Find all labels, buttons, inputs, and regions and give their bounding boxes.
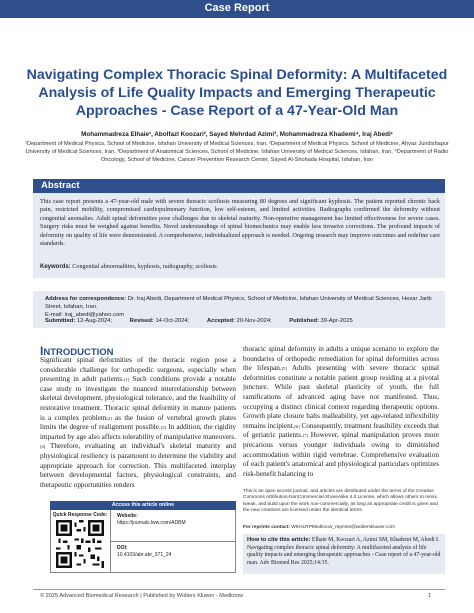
citation-ref[interactable]: [1] — [123, 377, 130, 383]
intro-text: Significant spinal deformities of the thoracic region pose a considerable challenge for orthopedic surgeons, especially when presenting in adult patients. — [40, 356, 236, 384]
article-dates — [45, 318, 353, 324]
access-separator — [110, 541, 236, 542]
introduction-heading-rest: NTRODUCTION — [43, 347, 114, 358]
author-list: Mohammadreza Elhaie¹, Abolfazl Koozari², Sayed Mehrdad Azimi³, Mohammadreza Khademi⁴, Iraj Abedi¹ — [81, 131, 393, 138]
qr-code-icon[interactable] — [56, 520, 104, 568]
published-label: Published: — [289, 318, 319, 324]
intro-text: thoracic spinal deformity in adults a unique scenario to explore the boundaries of orthopedic remediation for spinal deformities across the lifespan. — [243, 345, 439, 373]
keywords-list: Congenital abnormalities, kyphosis, radiography, scoliosis — [70, 263, 217, 270]
article-type-label: Case Report — [204, 2, 270, 14]
correspondence-email[interactable]: E-mail: iraj_abedi@yahoo.com — [45, 311, 125, 318]
reprints-contact — [243, 525, 445, 530]
article-title: Navigating Complex Thoracic Spinal Deformity: A Multifaceted Analysis of Life Quality Impacts and Emerging Therapeutic Approaches - Case Report of a 47-Year-Old Man — [26, 67, 448, 119]
intro-text: as the fusion of vertebral growth plates limits the degree of realignment possible. — [40, 413, 237, 432]
access-online-title: Access this article online — [50, 501, 236, 510]
abstract-text: This case report presents a 47-year-old male with severe thoracic scoliosis measuring 80 degrees and significant kyphosis. The patient reported chronic back pain, restricted mobility, compromised cardiopulmonary function, low self-esteem, and limited activities. Radiographs confirmed the deformity without congenital anomalies. Adult spinal deformities pose challenges due to skeletal maturity. Non-operative management has limited effectiveness for severe cases. Surgery risks must be weighed against benefits. Novel understandings of spinal biomechanics may enable less invasive corrections. The profound impacts of deformity on quality of life were demonstrated. A comprehensive, individualized approach is needed. Ongoing research may improve outcomes and redefine care standards. — [40, 198, 440, 248]
revised-date: 14-Oct-2024; — [153, 318, 190, 324]
reprints-email[interactable]: WKHLRPMedknow_reprints@wolterskluwer.com — [289, 525, 396, 530]
revised-label: Revised: — [129, 318, 154, 324]
abstract-header — [33, 179, 445, 193]
website-link[interactable]: https://journals.lww.com/ADBM — [117, 520, 186, 526]
submitted-date: 12-Aug-2024; — [75, 318, 113, 324]
citation-ref[interactable]: [7] — [302, 433, 308, 439]
keywords — [40, 263, 440, 270]
intro-text: Adults presenting with severe thoracic spinal deformities constitute a notable patient group residing at a pivotal juncture. While past skeletal plasticity of youth, the full ramifications of advanced aging have not manifested. Thus, occupying a distinct clinical context regarding therapeutic options. Growth plate closure halts malleability, yet age-related inflexibility remains incipient. — [243, 364, 439, 430]
doi-label: DOI: — [117, 545, 128, 551]
intro-text: Therefore, evaluating an individual's skeletal maturity and physiological resiliency is paramount to determine the viability and appropriate approach for correction. This multifaceted interplay between developmental factors, physiological constraints, and therapeutic opportunities renders — [40, 442, 236, 489]
citation-ref[interactable]: [2] — [106, 415, 112, 421]
article-type-banner — [0, 0, 474, 18]
correspondence-block — [45, 296, 441, 319]
accepted-label: Accepted: — [206, 318, 235, 324]
citation-block — [247, 537, 443, 567]
published-date: 30-Apr-2025 — [318, 318, 353, 324]
footer-text: © 2025 Advanced Biomedical Research | Published by Wolters Kluwer - Medknow — [40, 593, 244, 599]
citation-ref[interactable]: [4] — [40, 444, 46, 450]
footer-divider — [33, 589, 445, 590]
intro-text: However, spinal manipulation proves more precarious versus younger individuals owing to diminished accommodation within rigid vertebrae. Comprehensive evaluation of each patient's anatomical and physiological particulars optimizes risk-benefit balancing to — [243, 431, 439, 478]
citation-ref[interactable]: [3] — [160, 425, 167, 431]
license-notice: This is an open access journal, and articles are distributed under the terms of the Creative Commons Attribution-NonCommercial-ShareAlike 4.0 License, which allows others to remix, tweak, and build upon the work non-commercially, as long as appropriate credit is given and the new creations are licensed under the identical terms. — [243, 489, 439, 514]
intro-text: Such conditions provide a notable case study to investigate the nuanced interrelationship between skeletal development, physiological tolerance, and the feasibility of restorative treatment. Thoracic spinal deformity in mature patients is a complex problem — [40, 375, 236, 422]
citation-label: How to cite this article: — [247, 537, 311, 543]
intro-text: In addition, the rigidity imparted by age also affects tolerability of manipulative maneuvers. — [40, 423, 236, 441]
introduction-heading-initial: I — [40, 344, 44, 358]
intro-text: Consequently, treatment feasibility exceeds that of geriatric patients. — [243, 421, 439, 440]
website-block — [117, 513, 186, 527]
doi-link[interactable]: 10.4103/abr.abr_371_24 — [117, 552, 172, 558]
reprints-label: For reprints contact: — [243, 525, 290, 530]
page-number: 1 — [428, 593, 432, 599]
introduction-right-column — [243, 345, 439, 479]
citation-ref[interactable]: [5] — [281, 366, 287, 372]
affiliations: ¹Department of Medical Physics, School of Medicine, Isfahan University of Medical Sciences, Iran, ²Department of Medical Physics, School of Medicine, Ahvaz Jundishapur University of Medical Sciences, Iran, ³Department of Anatomical Sciences, School of Medicine, Isfahan University of Medical Sciences, Isfahan, Iran, ⁴Department of Radio Oncology, School of Medicine, Cancer Prevention Research Center, Sayed Al-Shohada Hospital, Isfahan, Iran — [25, 141, 449, 163]
citation-ref[interactable]: [6] — [294, 423, 300, 429]
keywords-label: Keywords: — [40, 264, 71, 270]
doi-block — [117, 545, 172, 559]
correspondence-label: Address for correspondence: — [45, 296, 127, 302]
website-label: Website: — [117, 513, 138, 519]
correspondence-address: Dr. Iraj Abedi, Department of Medical Physics, School of Medicine, Isfahan University of Medical Sciences, Hezar Jarib Street, Isfahan, Iran. — [45, 296, 432, 310]
citation-text: Elhaie M, Koozari A, Azimi SM, Khademi M, Abedi I. Navigating complex thoracic spinal deformity: A multifaceted analysis of life quality impacts and emerging therapeutic approaches - Case report of a 47-year-old man. Adv Biomed Res 2025;14:35. — [247, 537, 441, 566]
qr-label: Quick Response Code: — [52, 512, 108, 518]
introduction-left-column — [40, 356, 236, 490]
abstract-heading: Abstract — [41, 180, 80, 191]
submitted-label: Submitted: — [45, 318, 76, 324]
accepted-date: 20-Nov-2024; — [234, 318, 272, 324]
